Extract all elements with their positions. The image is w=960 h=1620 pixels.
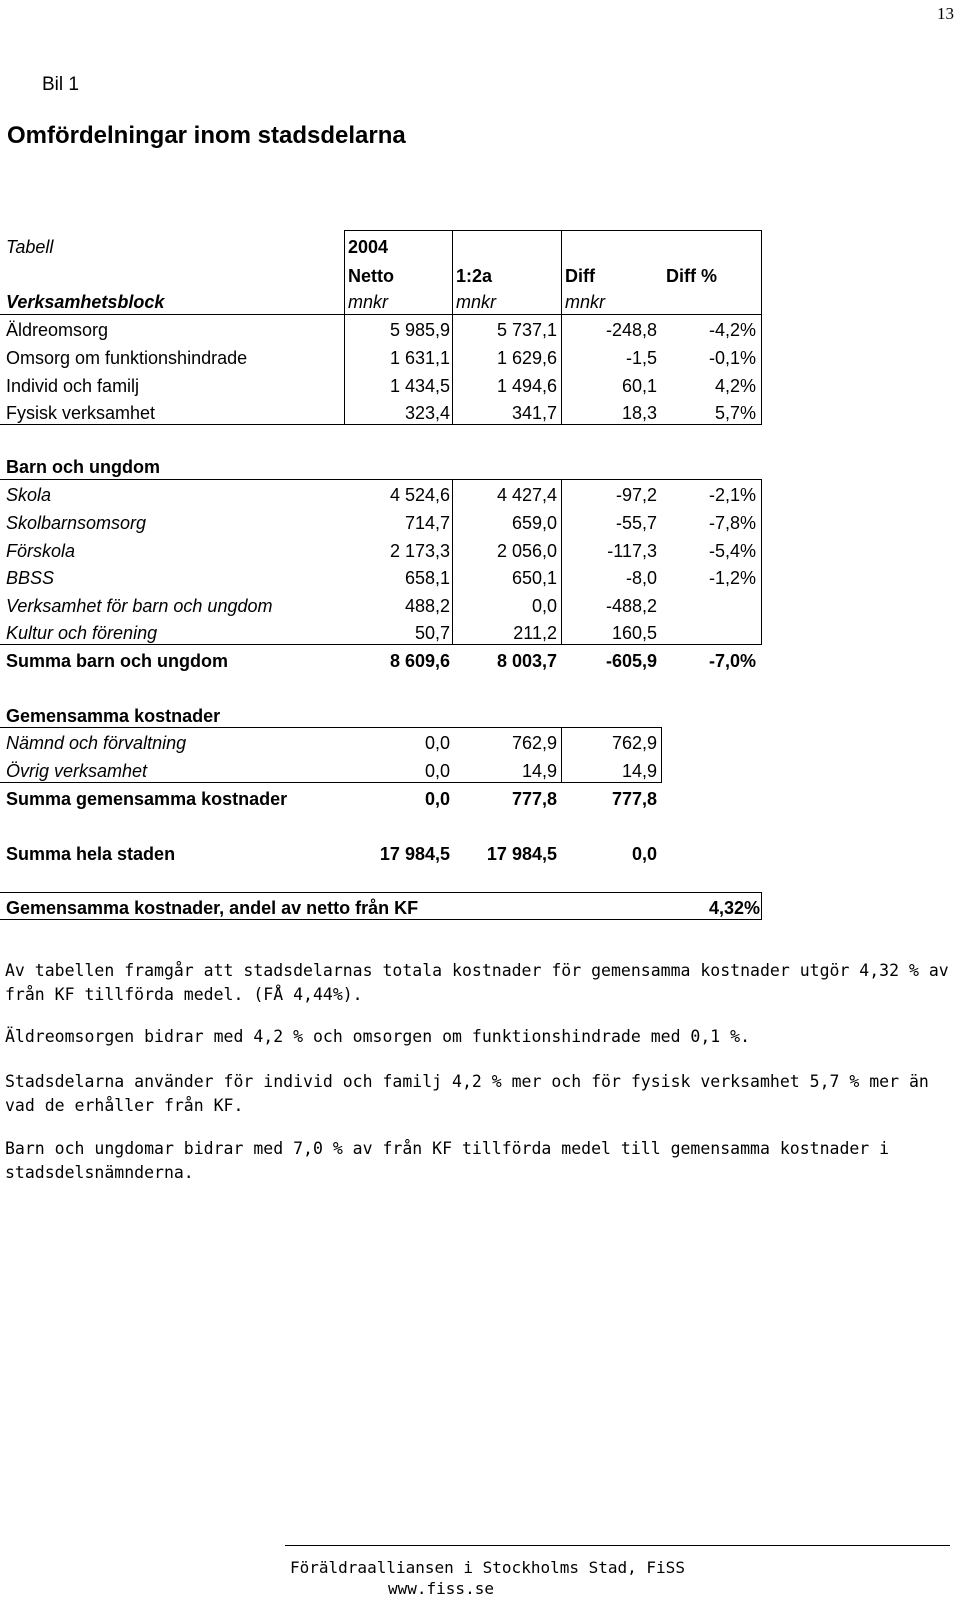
cell-a12: 5 737,1	[496, 320, 557, 340]
row-label: Skolbarnsomsorg	[6, 513, 147, 533]
row-label: Verksamhet för barn och ungdom	[6, 596, 273, 616]
cell-netto: 2 173,3	[389, 541, 450, 561]
cell-a12: 659,0	[511, 513, 557, 533]
table-rule	[452, 230, 453, 424]
col-header-12a: 1:2a	[456, 266, 493, 286]
row-label: Nämnd och förvaltning	[6, 733, 187, 753]
paragraph: Stadsdelarna använder för individ och familj 4,2 % mer och för fysisk verksamhet 5,7 % mer än vad de erhåller från KF.	[5, 1072, 929, 1115]
cell-netto: 8 609,6	[389, 651, 450, 671]
table-rule	[0, 644, 762, 645]
cell-netto: 323,4	[404, 403, 450, 423]
unit-diff: mnkr	[565, 292, 605, 312]
cell-a12: 650,1	[511, 568, 557, 588]
table-rule	[344, 230, 762, 231]
row-label: Summa gemensamma kostnader	[6, 789, 288, 809]
col-header-diff: Diff	[565, 266, 595, 286]
row-label: Summa hela staden	[6, 844, 176, 864]
table-rule	[761, 230, 762, 424]
cell-netto: 5 985,9	[389, 320, 450, 340]
paragraph: Barn och ungdomar bidrar med 7,0 % av från KF tillförda medel till gemensamma kostnader i stadsdelsnämnderna.	[5, 1139, 890, 1182]
col-header-netto: Netto	[348, 266, 394, 286]
year-header: 2004	[348, 237, 389, 257]
row-label: Omsorg om funktionshindrade	[6, 348, 248, 368]
cell-netto: 17 984,5	[379, 844, 450, 864]
cell-diff: -117,3	[607, 541, 657, 561]
footer-rule	[285, 1545, 950, 1546]
cell-netto: 1 631,1	[389, 348, 450, 368]
unit-netto: mnkr	[348, 292, 388, 312]
cell-a12: 17 984,5	[486, 844, 557, 864]
cell-netto: 0,0	[424, 789, 450, 809]
cell-a12: 1 629,6	[496, 348, 557, 368]
cell-a12: 341,7	[511, 403, 557, 423]
row-label-header: Verksamhetsblock	[6, 292, 165, 312]
appendix-label: Bil 1	[42, 74, 79, 95]
cell-pct: -7,8%	[708, 513, 756, 533]
cell-diff: -1,5	[625, 348, 657, 368]
table-rule	[761, 479, 762, 644]
cell-netto: 488,2	[404, 596, 450, 616]
col-header-diffpct: Diff %	[666, 266, 717, 286]
cell-diff: 18,3	[621, 403, 657, 423]
table-rule	[452, 479, 453, 644]
cell-pct: -7,0%	[708, 651, 756, 671]
cell-netto: 658,1	[404, 568, 450, 588]
table-rule	[0, 919, 762, 920]
cell-netto: 714,7	[404, 513, 450, 533]
cell-pct: -4,2%	[708, 320, 756, 340]
cell-pct: 5,7%	[714, 403, 756, 423]
table-rule	[561, 727, 562, 782]
cell-diff: -55,7	[615, 513, 657, 533]
table-rule	[661, 727, 662, 782]
row-label: Övrig verksamhet	[6, 761, 148, 781]
cell-netto: 50,7	[414, 623, 450, 643]
cell-diff: 762,9	[611, 733, 657, 753]
table-rule	[0, 782, 662, 783]
cell-a12: 8 003,7	[496, 651, 557, 671]
page-title: Omfördelningar inom stadsdelarna	[7, 122, 406, 149]
cell-a12: 777,8	[511, 789, 557, 809]
cell-diff: 160,5	[611, 623, 657, 643]
paragraph: Äldreomsorgen bidrar med 4,2 % och omsorgen om funktionshindrade med 0,1 %.	[5, 1027, 751, 1046]
cell-a12: 14,9	[521, 761, 557, 781]
cell-diff: 0,0	[631, 844, 657, 864]
section-heading-gemensamma: Gemensamma kostnader	[6, 706, 221, 726]
table-rule	[344, 230, 345, 424]
row-label: Fysisk verksamhet	[6, 403, 156, 423]
row-label: Skola	[6, 485, 52, 505]
footer-organization: Föräldraalliansen i Stockholms Stad, FiSS	[290, 1558, 685, 1577]
table-rule	[0, 314, 762, 315]
cell-netto: 0,0	[424, 761, 450, 781]
page-number: 13	[937, 4, 954, 23]
row-label: Förskola	[6, 541, 76, 561]
row-label: Summa barn och ungdom	[6, 651, 229, 671]
table-rule	[0, 479, 762, 480]
cell-diff: -97,2	[615, 485, 657, 505]
cell-diff: 777,8	[611, 789, 657, 809]
andel-label: Gemensamma kostnader, andel av netto från KF	[6, 898, 419, 918]
cell-pct: 4,2%	[714, 376, 756, 396]
cell-a12: 211,2	[513, 623, 557, 643]
row-label: Individ och familj	[6, 376, 140, 396]
table-rule	[561, 230, 562, 424]
cell-netto: 4 524,6	[389, 485, 450, 505]
footer-website: www.fiss.se	[388, 1579, 494, 1598]
cell-a12: 762,9	[511, 733, 557, 753]
cell-diff: -248,8	[605, 320, 657, 340]
cell-diff: 14,9	[621, 761, 657, 781]
table-rule	[561, 479, 562, 644]
row-label: Äldreomsorg	[6, 320, 109, 340]
unit-12a: mnkr	[456, 292, 496, 312]
section-heading-barn: Barn och ungdom	[6, 457, 160, 477]
andel-value: 4,32%	[708, 898, 760, 918]
cell-diff: 60,1	[621, 376, 657, 396]
table-rule	[0, 727, 662, 728]
cell-pct: -1,2%	[708, 568, 756, 588]
cell-diff: -488,2	[605, 596, 657, 616]
table-rule	[0, 892, 762, 893]
cell-diff: -8,0	[625, 568, 657, 588]
row-label: Kultur och förening	[6, 623, 158, 643]
cell-diff: -605,9	[605, 651, 657, 671]
cell-a12: 0,0	[531, 596, 557, 616]
cell-a12: 1 494,6	[496, 376, 557, 396]
table-rule	[0, 424, 762, 425]
cell-pct: -2,1%	[708, 485, 756, 505]
cell-pct: -0,1%	[708, 348, 756, 368]
row-label: BBSS	[6, 568, 55, 588]
paragraph: Av tabellen framgår att stadsdelarnas totala kostnader för gemensamma kostnader utgör 4,32 % av från KF tillförda medel. (FÅ 4,44%).	[5, 961, 949, 1004]
cell-a12: 2 056,0	[496, 541, 557, 561]
cell-a12: 4 427,4	[496, 485, 557, 505]
cell-pct: -5,4%	[708, 541, 756, 561]
table-label: Tabell	[6, 237, 54, 257]
cell-netto: 0,0	[424, 733, 450, 753]
table-rule	[761, 892, 762, 920]
cell-netto: 1 434,5	[389, 376, 450, 396]
